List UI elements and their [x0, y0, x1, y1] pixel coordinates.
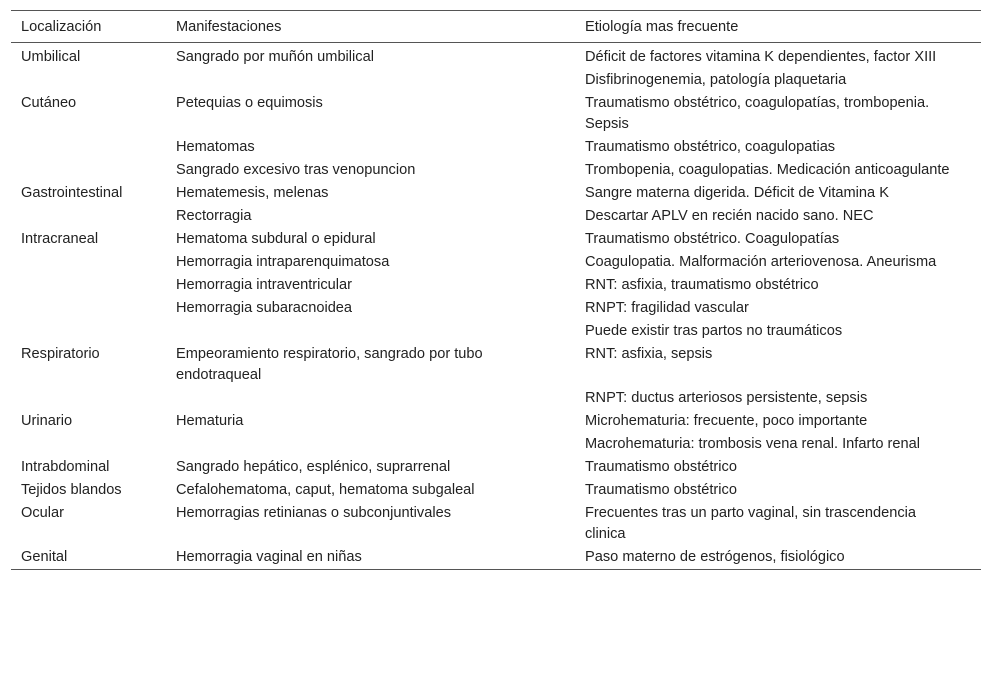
cell-etiologia: Puede existir tras partos no traumáticos: [585, 323, 843, 339]
cell-localizacion: [11, 205, 166, 228]
table-row: [11, 159, 981, 182]
cell-etiologia: RNPT: ductus arteriosos persistente, sepsis: [585, 390, 868, 406]
cell-etiologia: Traumatismo obstétrico: [585, 459, 737, 475]
cell-localizacion: [11, 251, 166, 274]
cell-manifestaciones: Sangrado excesivo tras venopuncion: [176, 162, 416, 178]
cell-localizacion: [11, 136, 166, 159]
cell-localizacion: Tejidos blandos: [21, 482, 122, 498]
cell-manifestaciones: Hematemesis, melenas: [176, 185, 329, 201]
cell-localizacion: Respiratorio: [21, 346, 100, 362]
cell-manifestaciones: Petequias o equimosis: [176, 95, 323, 111]
cell-manifestaciones: Sangrado hepático, esplénico, suprarrenal: [176, 459, 451, 475]
cell-localizacion: [11, 433, 166, 456]
cell-etiologia: Descartar APLV en recién nacido sano. NEC: [585, 208, 874, 224]
table-row: [11, 456, 981, 479]
cell-etiologia: Trombopenia, coagulopatias. Medicación anticoagulante: [585, 162, 950, 178]
cell-localizacion: Ocular: [21, 505, 64, 521]
table-header-row: [11, 11, 981, 43]
cell-etiologia: Frecuentes tras un parto vaginal, sin trascendencia clinica: [585, 505, 916, 542]
cell-manifestaciones: Hematoma subdural o epidural: [176, 231, 376, 247]
cell-manifestaciones: Hemorragia subaracnoidea: [176, 300, 353, 316]
cell-localizacion: Cutáneo: [21, 95, 77, 111]
cell-etiologia: Disfibrinogenemia, patología plaquetaria: [585, 72, 847, 88]
cell-localizacion: Gastrointestinal: [21, 185, 123, 201]
cell-localizacion: Intrabdominal: [21, 459, 110, 475]
table-row: [11, 546, 981, 570]
cell-manifestaciones: Hemorragia vaginal en niñas: [176, 549, 362, 565]
cell-etiologia: Traumatismo obstétrico, coagulopatias: [585, 139, 836, 155]
cell-manifestaciones: Hemorragias retinianas o subconjuntivales: [176, 505, 451, 521]
table-body: [11, 43, 981, 570]
table-row: [11, 320, 981, 343]
cell-localizacion: Intracraneal: [21, 231, 99, 247]
cell-manifestaciones: Rectorragia: [176, 208, 252, 224]
table-row: [11, 92, 981, 136]
cell-etiologia: RNPT: fragilidad vascular: [585, 300, 749, 316]
table-row: [11, 387, 981, 410]
table-row: [11, 205, 981, 228]
cell-localizacion: [11, 274, 166, 297]
table-row: [11, 410, 981, 433]
cell-manifestaciones: Hemorragia intraventricular: [176, 277, 353, 293]
cell-manifestaciones: Hematomas: [176, 139, 255, 155]
table-row: [11, 433, 981, 456]
cell-manifestaciones: [166, 433, 575, 456]
cell-etiologia: Sangre materna digerida. Déficit de Vitamina K: [585, 185, 889, 201]
header-manifestaciones: Manifestaciones: [176, 19, 282, 35]
header-localizacion: Localización: [21, 19, 102, 35]
table-row: [11, 502, 981, 546]
table-row: [11, 69, 981, 92]
cell-etiologia: RNT: asfixia, traumatismo obstétrico: [585, 277, 819, 293]
table-container: [11, 10, 981, 570]
cell-etiologia: Macrohematuria: trombosis vena renal. Infarto renal: [585, 436, 921, 452]
cell-etiologia: Microhematuria: frecuente, poco importante: [585, 413, 868, 429]
cell-localizacion: Umbilical: [21, 49, 81, 65]
cell-etiologia: Déficit de factores vitamina K dependientes, factor XIII: [585, 49, 937, 65]
cell-manifestaciones: Hemorragia intraparenquimatosa: [176, 254, 390, 270]
cell-localizacion: Genital: [21, 549, 68, 565]
cell-etiologia: Coagulopatia. Malformación arteriovenosa. Aneurisma: [585, 254, 937, 270]
table-row: [11, 343, 981, 387]
table-row: [11, 251, 981, 274]
cell-manifestaciones: [166, 320, 575, 343]
table-row: [11, 43, 981, 70]
header-etiologia: Etiología mas frecuente: [585, 19, 739, 35]
table-row: [11, 136, 981, 159]
cell-etiologia: Traumatismo obstétrico: [585, 482, 737, 498]
cell-manifestaciones: Cefalohematoma, caput, hematoma subgaleal: [176, 482, 475, 498]
table-row: [11, 182, 981, 205]
table-row: [11, 479, 981, 502]
cell-etiologia: Paso materno de estrógenos, fisiológico: [585, 549, 845, 565]
cell-localizacion: [11, 69, 166, 92]
cell-manifestaciones: [166, 69, 575, 92]
cell-localizacion: [11, 297, 166, 320]
cell-localizacion: [11, 387, 166, 410]
table-row: [11, 274, 981, 297]
cell-manifestaciones: [166, 387, 575, 410]
cell-localizacion: [11, 159, 166, 182]
cell-manifestaciones: Hematuria: [176, 413, 244, 429]
cell-etiologia: Traumatismo obstétrico. Coagulopatías: [585, 231, 840, 247]
cell-etiologia: Traumatismo obstétrico, coagulopatías, trombopenia. Sepsis: [585, 95, 930, 132]
cell-manifestaciones: Empeoramiento respiratorio, sangrado por tubo endotraqueal: [176, 346, 483, 383]
cell-localizacion: [11, 320, 166, 343]
cell-localizacion: Urinario: [21, 413, 73, 429]
cell-etiologia: RNT: asfixia, sepsis: [585, 346, 713, 362]
bleeding-etiology-table: [11, 10, 981, 570]
cell-manifestaciones: Sangrado por muñón umbilical: [176, 49, 374, 65]
table-row: [11, 297, 981, 320]
table-row: [11, 228, 981, 251]
